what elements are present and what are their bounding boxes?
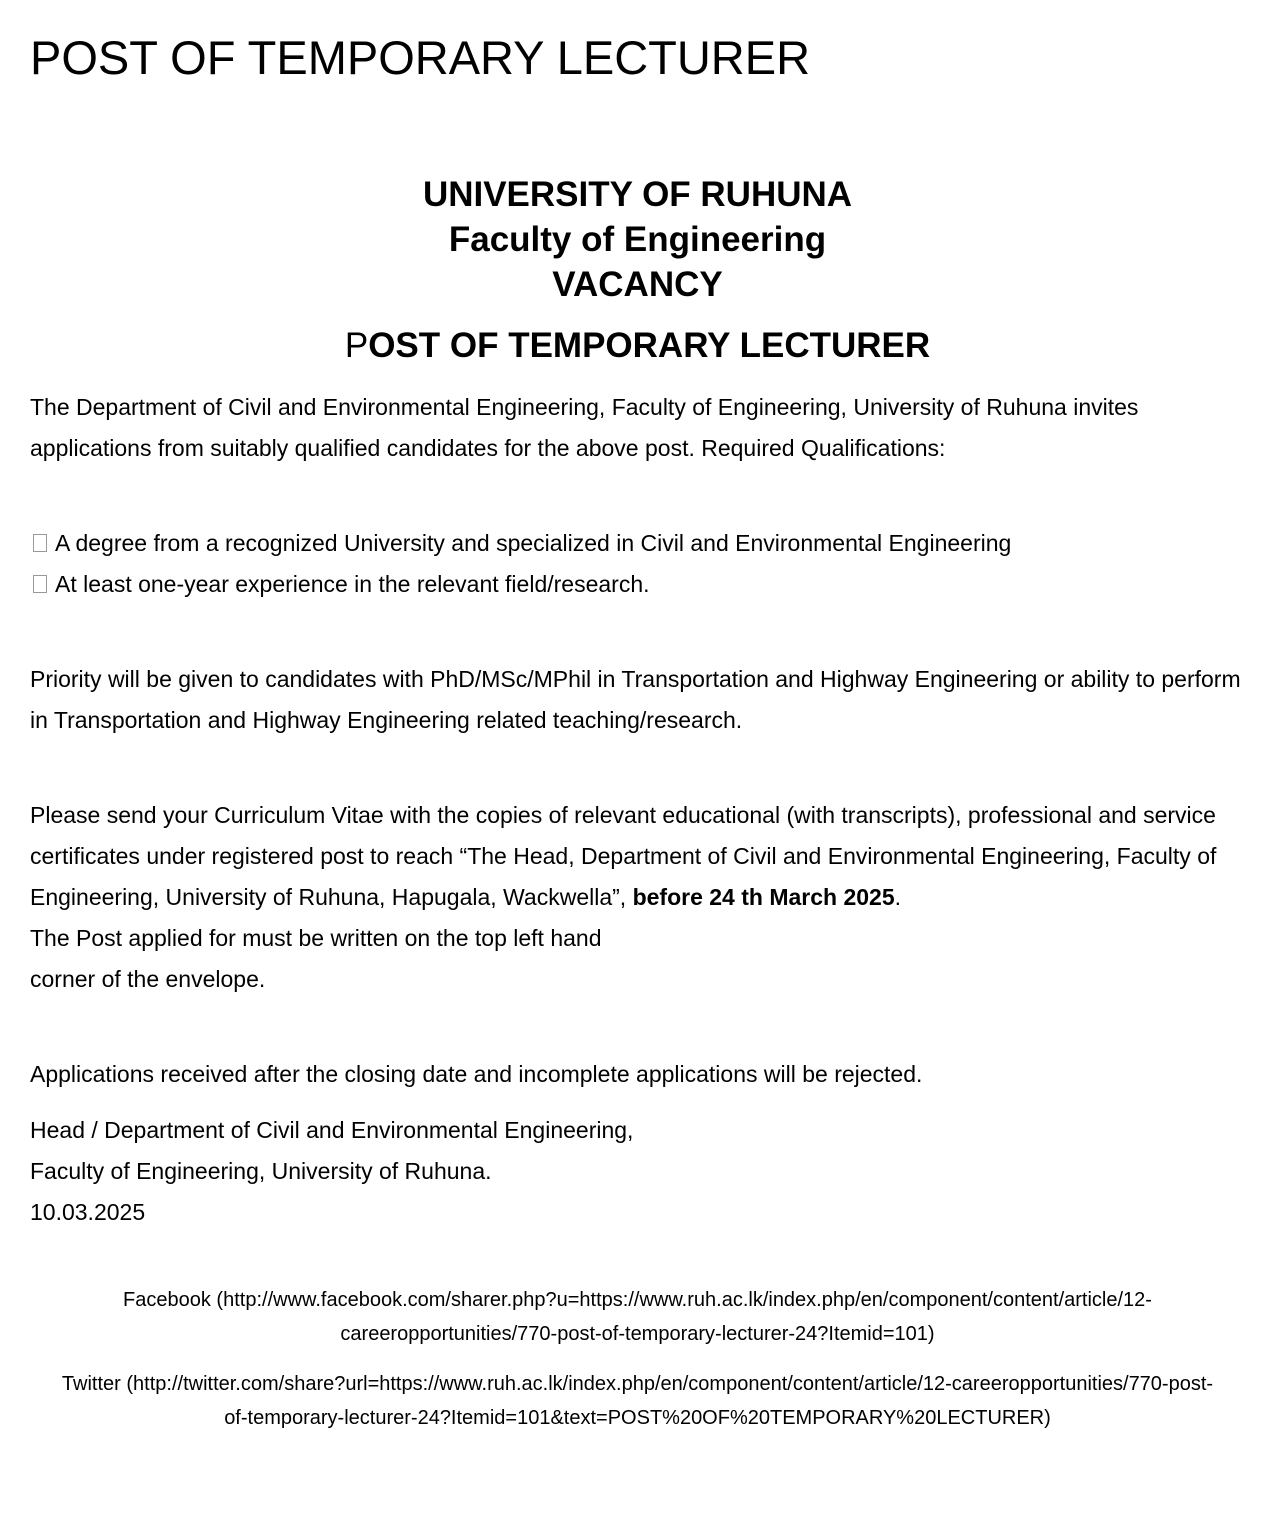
- page-title: POST OF TEMPORARY LECTURER: [30, 31, 811, 84]
- send-paragraph: [30, 795, 1245, 918]
- signature-line-1: Head / Department of Civil and Environmental Engineering,: [30, 1117, 634, 1143]
- envelope-line-1: The Post applied for must be written on the top left hand: [30, 925, 602, 951]
- faculty-name: Faculty of Engineering: [448, 220, 827, 259]
- qualification-text: At least one-year experience in the relevant field/research.: [55, 571, 650, 597]
- deadline-text: before 24 th March 2025: [632, 884, 895, 910]
- send-text: Please send your Curriculum Vitae with the copies of relevant educational (with transcripts), professional and service certificates under registered post to reach “The Head, Department of Civil and Environmental Engineering, Faculty of Engineering, University of Ruhuna, Hapugala, Wackwella”,: [30, 802, 1217, 910]
- qualifications-list: [30, 523, 1245, 605]
- bullet-box-icon: [33, 575, 47, 593]
- send-text-end: .: [894, 884, 902, 910]
- intro-paragraph: The Department of Civil and Environmental Engineering, Faculty of Engineering, University of Ruhuna invites applications from suitably qualified candidates for the above post. Required Qualifications:: [30, 394, 1139, 461]
- priority-paragraph: Priority will be given to candidates with PhD/MSc/MPhil in Transportation and Highway Engineering or ability to perform in Transportation and Highway Engineering related teaching/research.: [30, 666, 1241, 733]
- post-heading: [30, 323, 1245, 369]
- envelope-line-2: corner of the envelope.: [30, 966, 266, 992]
- signature-block: [30, 1110, 1245, 1233]
- twitter-share-link[interactable]: Twitter (http://twitter.com/share?url=https://www.ruh.ac.lk/index.php/en/component/content/article/12-careeropportunities/770-post-of-temporary-lecturer-24?Itemid=101&text=POST%20OF%20TEMPORARY%20LECTURER): [61, 1373, 1214, 1429]
- qualification-text: A degree from a recognized University and specialized in Civil and Environmental Engineering: [55, 530, 1012, 556]
- rejection-notice: Applications received after the closing date and incomplete applications will be rejected.: [30, 1061, 923, 1087]
- application-instructions: [30, 795, 1245, 1000]
- announcement-header: [30, 172, 1245, 307]
- university-name: UNIVERSITY OF RUHUNA: [422, 175, 853, 214]
- facebook-share-link[interactable]: Facebook (http://www.facebook.com/sharer.php?u=https://www.ruh.ac.lk/index.php/en/component/content/article/12-careeropportunities/770-post-of-temporary-lecturer-24?Itemid=101): [123, 1289, 1152, 1345]
- list-item: [30, 564, 1245, 605]
- post-heading-initial: P: [344, 326, 369, 365]
- vacancy-label: VACANCY: [552, 265, 723, 304]
- bullet-box-icon: [33, 534, 47, 552]
- list-item: [30, 523, 1245, 564]
- post-heading-rest: OST OF TEMPORARY LECTURER: [368, 326, 931, 365]
- signature-line-2: Faculty of Engineering, University of Ruhuna.: [30, 1158, 492, 1184]
- signature-date: 10.03.2025: [30, 1199, 146, 1225]
